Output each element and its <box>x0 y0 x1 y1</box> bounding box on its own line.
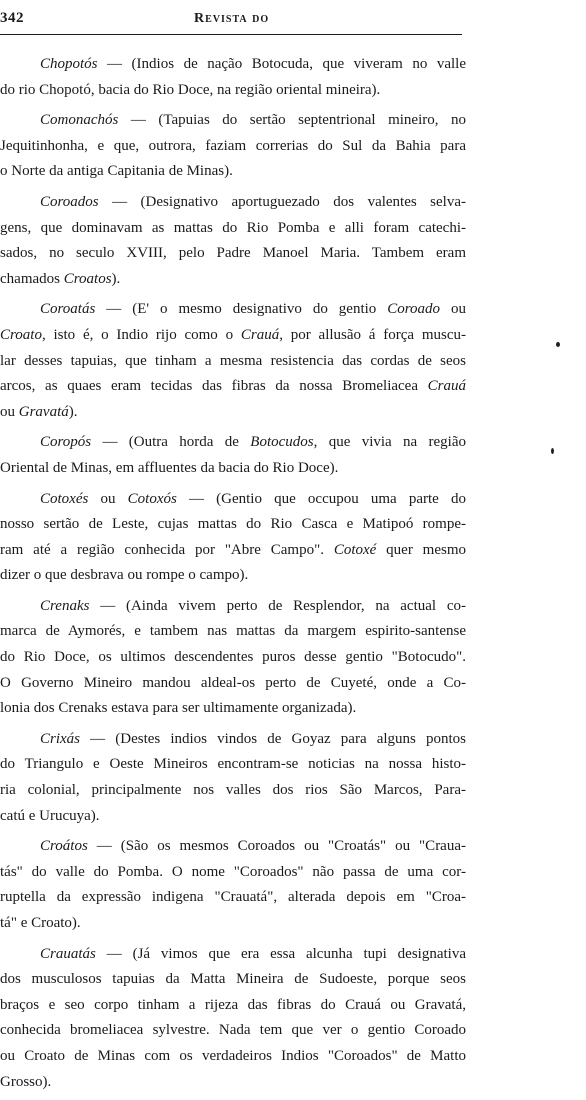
entry-first-line <box>0 594 466 620</box>
glossary-entry <box>0 487 466 589</box>
entry-first-line <box>0 727 466 753</box>
glossary-entry <box>0 108 466 185</box>
entry-line <box>0 563 466 589</box>
entry-text: ). <box>111 270 121 287</box>
entry-text: — (São os mesmos Coroados ou "Croatás" ou "Craua- <box>87 838 466 855</box>
entry-text: — (Gentio que occupou uma parte do <box>176 490 466 507</box>
entry-line <box>0 400 466 426</box>
entry-line <box>0 1070 466 1096</box>
entry-text: marca de Aymorés, e tambem nas mattas da margem espirito-santense <box>0 623 466 640</box>
entry-text: do rio Chopotó, bacia do Rio Doce, na região oriental mineira). <box>0 81 381 98</box>
entry-text: chamados <box>0 270 64 287</box>
entry-term: Crenaks <box>40 597 90 614</box>
entry-text: ruptella da expressão indigena "Crauatá", alterada depois em "Croa- <box>0 889 466 906</box>
italic-term: Cotoxé <box>333 541 377 558</box>
entry-first-line <box>0 190 466 216</box>
entry-text: — (Tapuias do sertão septentrional mineiro, no <box>118 112 466 129</box>
entry-text: lonia dos Crenaks estava para ser ultimamente organizada). <box>0 700 357 717</box>
entry-text: dos musculosos tapuias da Matta Mineira de Sudoeste, porque seos <box>0 971 466 988</box>
entry-term: Crixás <box>40 730 81 747</box>
entry-line <box>0 159 466 185</box>
entry-term: Coroados <box>40 193 99 210</box>
page-number: 342 <box>0 10 24 26</box>
entry-text: ram até a região conhecida por "Abre Campo". <box>0 541 334 558</box>
glossary-entry <box>0 834 466 936</box>
entry-line <box>0 645 466 671</box>
entry-text: ou <box>88 490 128 507</box>
entry-text: — (Ainda vivem perto de Resplendor, na actual co- <box>89 597 466 614</box>
entry-line <box>0 323 466 349</box>
entry-text: arcos, as quaes eram tecidas das fibras da nossa Bromeliacea <box>0 378 428 395</box>
entry-text: ou <box>0 403 19 420</box>
italic-term: Gravatá <box>18 403 69 420</box>
entry-text: do Rio Doce, os ultimos descendentes puros desse gentio "Botocudo". <box>0 649 466 666</box>
entry-text: catú e Urucuya). <box>0 807 100 824</box>
italic-term: Coroado <box>387 301 441 318</box>
entry-line <box>0 778 466 804</box>
entry-line <box>0 1018 466 1044</box>
entry-first-line <box>0 108 466 134</box>
entry-text: ou <box>440 301 466 318</box>
italic-term: Crauá <box>240 326 280 343</box>
entry-term: Coropós <box>40 434 92 451</box>
italic-term: Crauá <box>427 378 466 395</box>
entry-line <box>0 1044 466 1070</box>
entry-text: ria colonial, principalmente nos valles dos rios São Marcos, Para- <box>0 782 466 799</box>
entry-text: o Norte da antiga Capitania de Minas). <box>0 163 233 180</box>
entry-line <box>0 538 466 564</box>
entry-text: nosso sertão de Leste, cujas mattas do Rio Casca e Matipoó rompe- <box>0 516 466 533</box>
entry-term: Crauatás <box>40 945 96 962</box>
entry-line <box>0 752 466 778</box>
entry-text: — (Designativo aportuguezado dos valentes selva- <box>98 193 466 210</box>
entry-text: ou Croato de Minas com os verdadeiros Indios "Coroados" de Matto <box>0 1047 466 1064</box>
entry-text: , que vivia na região <box>313 434 466 451</box>
entry-text: Jequitinhonha, e que, outrora, faziam correrias do Sul da Bahia para <box>0 137 466 154</box>
italic-term: Croatos <box>63 270 112 287</box>
entry-line <box>0 267 466 293</box>
entry-line <box>0 967 466 993</box>
entry-text: — (Já vimos que era essa alcunha tupi designativa <box>95 945 466 962</box>
entry-line <box>0 696 466 722</box>
italic-term: Cotoxós <box>127 490 177 507</box>
entry-first-line <box>0 52 466 78</box>
entry-line <box>0 241 466 267</box>
entry-text: , isto é, o Indio rijo como o <box>41 326 241 343</box>
entry-line <box>0 216 466 242</box>
glossary-entry <box>0 727 466 829</box>
entry-text: conhecida bromeliacea sylvestre. Nada tem que ver o gentio Coroado <box>0 1022 466 1039</box>
italic-term: Botocudos <box>250 434 314 451</box>
entry-line <box>0 885 466 911</box>
entry-first-line <box>0 942 466 968</box>
entry-term: Comonachós <box>40 112 119 129</box>
entry-text: tá" e Croato). <box>0 915 81 931</box>
entry-first-line <box>0 834 466 860</box>
ink-speck <box>556 342 560 347</box>
entry-line <box>0 804 466 830</box>
entry-line <box>0 78 466 104</box>
glossary-entry <box>0 190 466 292</box>
entry-text: — (E' o mesmo designativo do gentio <box>95 301 388 318</box>
entry-first-line <box>0 430 466 456</box>
glossary-entry <box>0 942 466 1096</box>
entry-text: , por allusão á força muscu- <box>279 326 466 343</box>
entry-text: braços e seo corpo tinham a rijeza das fibras do Crauá ou Gravatá, <box>0 996 466 1013</box>
entry-line <box>0 374 466 400</box>
entry-line <box>0 349 466 375</box>
entry-text: quer mesmo <box>376 541 466 558</box>
entry-line <box>0 911 466 937</box>
entry-text: sados, no seculo XVIII, pelo Padre Manoel Maria. Tambem eram <box>0 245 466 262</box>
glossary-entry <box>0 594 466 722</box>
entry-line <box>0 860 466 886</box>
glossary-entry <box>0 52 466 103</box>
entry-line <box>0 671 466 697</box>
entry-text: — (Outra horda de <box>91 434 251 451</box>
entry-first-line <box>0 297 466 323</box>
entry-line <box>0 456 466 482</box>
entry-line <box>0 134 466 160</box>
entry-line <box>0 619 466 645</box>
entry-text: O Governo Mineiro mandou aldeal-os perto de Cuyeté, onde a Co- <box>0 674 466 691</box>
ink-speck <box>551 448 554 454</box>
body-text <box>0 52 466 1100</box>
entry-text: tás" do valle do Pomba. O nome "Coroados" não passa de uma cor- <box>0 863 466 880</box>
entry-line <box>0 993 466 1019</box>
entry-text: — (Indios de nação Botocuda, que viveram no valle <box>97 56 466 72</box>
page-header <box>0 10 470 32</box>
entry-text: do Triangulo e Oeste Mineiros encontram-se noticias na nossa histo- <box>0 756 466 773</box>
entry-term: Chopotós <box>40 56 98 72</box>
glossary-entry <box>0 297 466 425</box>
entry-first-line <box>0 487 466 513</box>
entry-term: Croátos <box>40 838 88 855</box>
entry-term: Coroatás <box>40 301 96 318</box>
entry-text: Oriental de Minas, em affluentes da bacia do Rio Doce). <box>0 459 339 476</box>
italic-term: Croato <box>0 326 42 343</box>
entry-term: Cotoxés <box>40 490 89 507</box>
entry-text: ). <box>68 403 78 420</box>
entry-text: Grosso). <box>0 1073 52 1090</box>
entry-line <box>0 512 466 538</box>
running-title: Revista do <box>194 11 270 26</box>
entry-text: lar desses tapuias, que tinham a mesma resistencia das cordas de seos <box>0 352 466 369</box>
entry-text: dizer o que desbrava ou rompe o campo). <box>0 567 249 584</box>
glossary-entry <box>0 430 466 481</box>
entry-text: gens, que dominavam as mattas do Rio Pomba e alli foram catechi- <box>0 219 466 236</box>
header-rule <box>0 34 462 35</box>
entry-text: — (Destes indios vindos de Goyaz para alguns pontos <box>80 730 466 747</box>
